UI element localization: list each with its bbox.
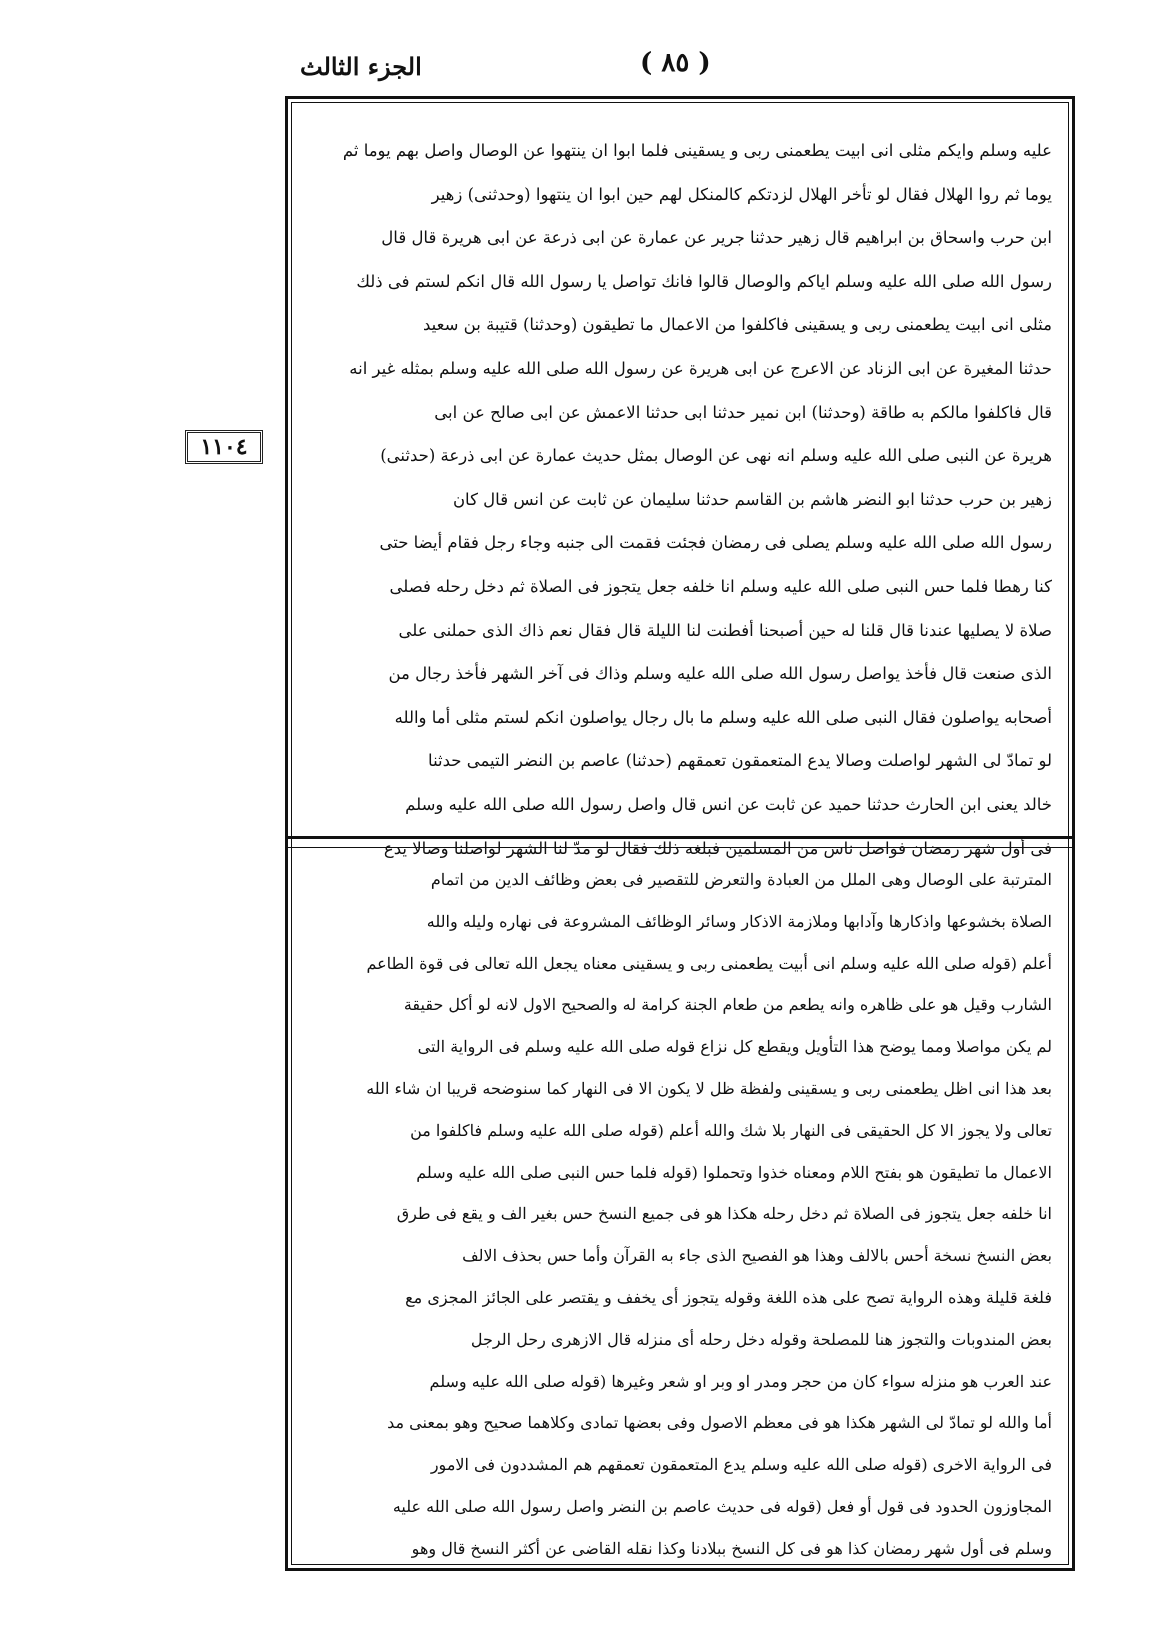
hadith-line: رسول الله صلى الله عليه وسلم يصلى فى رمضان فجئت فقمت الى جنبه وجاء رجل فقام أيضا حتى	[379, 533, 1052, 553]
hadith-line: لو تمادّ لى الشهر لواصلت وصالا يدع المتعمقون تعمقهم (حدثنا) عاصم بن النضر التيمى حدثنا	[428, 751, 1052, 771]
commentary-line: المترتبة على الوصال وهى الملل من العبادة والتعرض للتقصير فى بعض وظائف الدين من اتمام	[430, 870, 1052, 889]
commentary-line: فى الرواية الاخرى (قوله صلى الله عليه وسلم يدع المتعمقون تعمقهم هم المشددون فى الامور	[430, 1455, 1052, 1475]
hadith-line: كنا رهطا فلما حس النبى صلى الله عليه وسلم انا خلفه جعل يتجوز فى الصلاة ثم دخل رحله فصلى	[389, 576, 1052, 596]
commentary-line: وسلم فى أول شهر رمضان كذا هو فى كل النسخ ببلادنا وكذا نقله القاضى عن أكثر النسخ قال وهو	[411, 1538, 1052, 1558]
hadith-line: أصحابه يواصلون فقال النبى صلى الله عليه وسلم ما بال رجال يواصلون انكم لستم مثلى أما والله	[394, 707, 1052, 727]
hadith-line: ابن حرب واسحاق بن ابراهيم قال زهير حدثنا جرير عن عمارة عن ابى ذرعة عن ابى هريرة قال قال	[381, 228, 1052, 248]
hadith-line: الذى صنعت قال فأخذ يواصل رسول الله صلى الله عليه وسلم وذاك فى آخر الشهر فأخذ رجال من	[388, 664, 1052, 684]
hadith-line: مثلى انى ابيت يطعمنى ربى و يسقينى فاكلفوا من الاعمال ما تطيقون (وحدثنا) قتيبة بن سعيد	[423, 315, 1052, 335]
hadith-line: فى أول شهر رمضان فواصل ناس من المسلمين فبلغه ذلك فقال لو مدّ لنا الشهر لواصلنا وصالا يدع	[383, 838, 1052, 858]
section-divider	[288, 836, 1072, 848]
commentary-line: بعض النسخ نسخة أحس بالالف وهذا هو الفصيح الذى جاء به القرآن وأما حس بحذف الالف	[462, 1246, 1052, 1266]
hadith-line: هريرة عن النبى صلى الله عليه وسلم انه نهى عن الوصال بمثل حديث عمارة عن ابى ذرعة (حدثنى)	[380, 446, 1052, 466]
hadith-line: زهير بن حرب حدثنا ابو النضر هاشم بن القاسم حدثنا سليمان عن ثابت عن انس قال كان	[452, 489, 1052, 509]
commentary-line: انا خلفه جعل يتجوز فى الصلاة ثم دخل رحله هكذا هو فى جميع النسخ حس بغير الف و يقع فى طرق	[396, 1204, 1052, 1224]
commentary-line: فلغة قليلة وهذه الرواية تصح على هذه اللغة وقوله يتجوز أى يخفف و يقتصر على الجائز المجزى مع	[405, 1287, 1052, 1307]
commentary-line: الصلاة بخشوعها واذكارها وآدابها وملازمة الاذكار وسائر الوظائف المشروعة فى نهاره وليله والله	[426, 911, 1052, 931]
commentary-line: بعض المندوبات والتجوز هنا للمصلحة وقوله دخل رحله أى منزله قال الازهرى رحل الرجل	[470, 1329, 1052, 1349]
hadith-text-panel	[312, 129, 1052, 858]
commentary-line: أما والله لو تمادّ لى الشهر هكذا هو فى معظم الاصول وفى بعضها تمادى وكلاهما صحيح وهو بمعنى مد	[387, 1413, 1052, 1433]
page-number: ( ٨٥ )	[640, 48, 711, 78]
commentary-line: بعد هذا انى اظل يطعمنى ربى و يسقينى ولفظة ظل لا يكون الا فى النهار كما سنوضحه قريبا ان شاء الله	[366, 1078, 1052, 1098]
hadith-line: عليه وسلم وايكم مثلى انى ابيت يطعمنى ربى و يسقينى فلما ابوا ان ينتهوا عن الوصال واصل بهم يوما ثم	[342, 141, 1052, 160]
commentary-line: تعالى ولا يجوز الا كل الحقيقى فى النهار بلا شك والله أعلم (قوله صلى الله عليه وسلم فاكلفوا من	[410, 1120, 1052, 1140]
hadith-number-box: ١١٠٤	[185, 430, 263, 464]
hadith-line: يوما ثم روا الهلال فقال لو تأخر الهلال لزدتكم كالمنكل لهم حين ابوا ان ينتهوا (وحدثنى) زهير	[431, 184, 1052, 204]
hadith-line: حدثنا المغيرة عن ابى الزناد عن الاعرج عن ابى هريرة عن رسول الله صلى الله عليه وسلم بمثله غير انه	[349, 358, 1052, 378]
page-frame	[285, 96, 1075, 1571]
hadith-line: قال فاكلفوا مالكم به طاقة (وحدثنا) ابن نمير حدثنا ابى حدثنا الاعمش عن ابى صالح عن ابى	[434, 402, 1052, 422]
commentary-line: أعلم (قوله صلى الله عليه وسلم انى أبيت يطعمنى ربى و يسقينى معناه يجعل الله تعالى فى قوة الطاعم	[366, 953, 1052, 973]
commentary-line: عند العرب هو منزله سواء كان من حجر ومدر او وبر او شعر وغيرها (قوله صلى الله عليه وسلم	[429, 1371, 1052, 1391]
part-title: الجزء الثالث	[300, 52, 422, 81]
hadith-line: رسول الله صلى الله عليه وسلم اياكم والوصال قالوا فانك تواصل يا رسول الله قال انكم لستم فى ذلك	[356, 271, 1052, 291]
commentary-line: المجاوزون الحدود فى قول أو فعل (قوله فى حديث عاصم بن النضر واصل رسول الله صلى الله عليه	[392, 1496, 1052, 1516]
commentary-line: الشارب وقيل هو على ظاهره وانه يطعم من طعام الجنة كرامة له والصحيح الاول لانه لو أكل حقيقة	[403, 995, 1052, 1015]
commentary-line: لم يكن مواصلا ومما يوضح هذا التأويل ويقطع كل نزاع قوله صلى الله عليه وسلم فى الرواية التى	[417, 1037, 1052, 1057]
commentary-line: الاعمال ما تطيقون هو بفتح اللام ومعناه خذوا وتحملوا (قوله فلما حس النبى صلى الله عليه وسلم	[416, 1162, 1052, 1182]
hadith-line: خالد يعنى ابن الحارث حدثنا حميد عن ثابت عن انس قال واصل رسول الله صلى الله عليه وسلم	[405, 794, 1052, 814]
hadith-line: صلاة لا يصليها عندنا قال قلنا له حين أصبحنا أفطنت لنا الليلة قال فقال نعم ذاك الذى حملنى على	[398, 620, 1052, 640]
commentary-panel	[312, 859, 1052, 1559]
